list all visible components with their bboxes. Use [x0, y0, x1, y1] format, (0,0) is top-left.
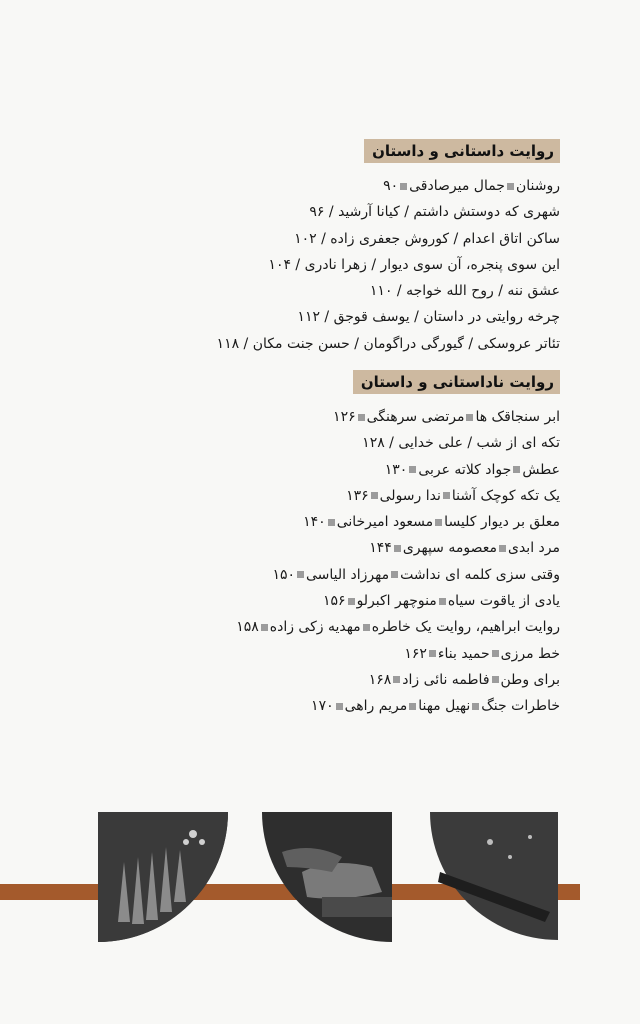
entry-author: جمال میرصادقی	[409, 178, 505, 194]
toc-entry	[236, 667, 560, 693]
toc-entry	[217, 173, 560, 199]
entry-title: روشنان	[515, 178, 560, 194]
separator-icon	[472, 703, 479, 710]
hands-photo	[262, 812, 392, 942]
entry-title: یادی از یاقوت سیاه	[447, 593, 560, 610]
entry-title: روایت ابراهیم، روایت یک خاطره	[371, 619, 560, 636]
entry-author: معصومه سپهری	[402, 540, 497, 557]
entry-author: منوچهر اکبرلو	[356, 593, 437, 610]
separator-icon	[358, 414, 365, 421]
entry-author: نهیل مهنا	[418, 698, 471, 715]
pencils-photo	[98, 812, 228, 942]
entry-title: یک تکه کوچک آشنا	[451, 487, 560, 504]
entry-author: مهدیه زکی زاده	[269, 619, 361, 636]
toc-section-nonfiction	[236, 370, 560, 720]
toc-entry	[236, 562, 560, 588]
section-heading: روایت ناداستانی و داستان	[353, 370, 560, 394]
separator-icon	[409, 466, 416, 473]
separator-icon	[409, 703, 416, 710]
toc-entry	[236, 483, 560, 509]
section-heading: روایت داستانی و داستان	[364, 139, 560, 163]
entry-author: حمید بناء	[437, 645, 490, 662]
entry-author: مسعود امیرخانی	[336, 514, 434, 531]
separator-icon	[435, 519, 442, 526]
entry-page: ۱۵۶	[323, 593, 346, 610]
separator-icon	[429, 650, 436, 657]
toc-entry: شهری که دوستش داشتم / کیانا آرشید / ۹۶	[309, 204, 560, 221]
entry-author: فاطمه نائی زاد	[402, 671, 490, 688]
toc-entry: چرخه روایتی در داستان / یوسف قوجق / ۱۱۲	[297, 309, 560, 326]
toc-entry: تئاتر عروسکی / گیورگی دراگومان / حسن جنت مکان / ۱۱۸	[216, 335, 560, 352]
pen-photo	[430, 812, 558, 940]
entry-author: مرتضی سرهنگی	[366, 409, 465, 425]
separator-icon	[363, 624, 370, 631]
entry-page: ۱۴۰	[303, 514, 326, 531]
toc-entry	[236, 588, 560, 614]
separator-icon	[297, 571, 304, 578]
toc-entry	[236, 614, 560, 640]
entry-page: ۱۳۶	[346, 487, 369, 504]
entry-page: ۱۵۰	[272, 566, 296, 583]
toc-entry: تکه ای از شب / علی خدایی / ۱۲۸	[362, 435, 560, 452]
entry-title: خط مرزی	[500, 645, 560, 662]
separator-icon	[371, 492, 378, 499]
entry-page: ۱۷۰	[311, 698, 334, 715]
toc-entry	[236, 509, 560, 535]
separator-icon	[348, 598, 355, 605]
entry-title: معلق بر دیوار کلیسا	[444, 514, 560, 531]
toc-entry: عشق ننه / روح الله خواجه / ۱۱۰	[369, 283, 560, 300]
toc-section-fiction	[217, 139, 560, 357]
separator-icon	[499, 545, 506, 552]
separator-icon	[394, 545, 401, 552]
entry-page: ۱۳۰	[384, 461, 408, 478]
toc-entry	[236, 404, 560, 430]
separator-icon	[439, 598, 446, 605]
toc-entry	[236, 693, 560, 719]
entry-page: ۱۶۸	[368, 671, 392, 688]
separator-icon	[513, 466, 520, 473]
entry-page: ۱۶۲	[404, 645, 427, 662]
entry-title: مرد ابدی	[507, 540, 560, 557]
entry-author: جواد کلاته عربی	[418, 461, 512, 478]
entry-page: ۱۵۸	[236, 619, 259, 636]
entry-title: برای وطن	[500, 671, 560, 688]
toc-entry	[236, 641, 560, 667]
entry-title: ابر سنجاقک ها	[475, 409, 560, 425]
toc-entry: این سوی پنجره، آن سوی دیوار / زهرا نادری / ۱۰۴	[268, 256, 560, 273]
toc-list	[236, 404, 560, 720]
toc-entry	[236, 457, 560, 483]
separator-icon	[466, 414, 473, 421]
entry-author-2: مریم راهی	[344, 698, 408, 715]
toc-list	[217, 173, 560, 357]
separator-icon	[336, 703, 343, 710]
toc-entry: ساکن اتاق اعدام / کوروش جعفری زاده / ۱۰۲	[294, 230, 560, 247]
separator-icon	[400, 183, 407, 190]
entry-page: ۹۰	[383, 178, 399, 194]
entry-author: ندا رسولی	[379, 487, 441, 504]
entry-title: خاطرات جنگ	[481, 698, 560, 715]
separator-icon	[492, 650, 499, 657]
toc-entry	[236, 535, 560, 561]
separator-icon	[507, 183, 514, 190]
separator-icon	[391, 571, 398, 578]
separator-icon	[443, 492, 450, 499]
entry-author: مهرزاد الیاسی	[306, 566, 390, 583]
entry-page: ۱۲۶	[333, 409, 356, 425]
separator-icon	[393, 676, 400, 683]
entry-page: ۱۴۴	[369, 540, 392, 557]
separator-icon	[328, 519, 335, 526]
entry-title: عطش	[522, 461, 560, 478]
separator-icon	[492, 676, 499, 683]
separator-icon	[261, 624, 268, 631]
entry-title: وقتی سزی کلمه ای نداشت	[400, 566, 560, 583]
